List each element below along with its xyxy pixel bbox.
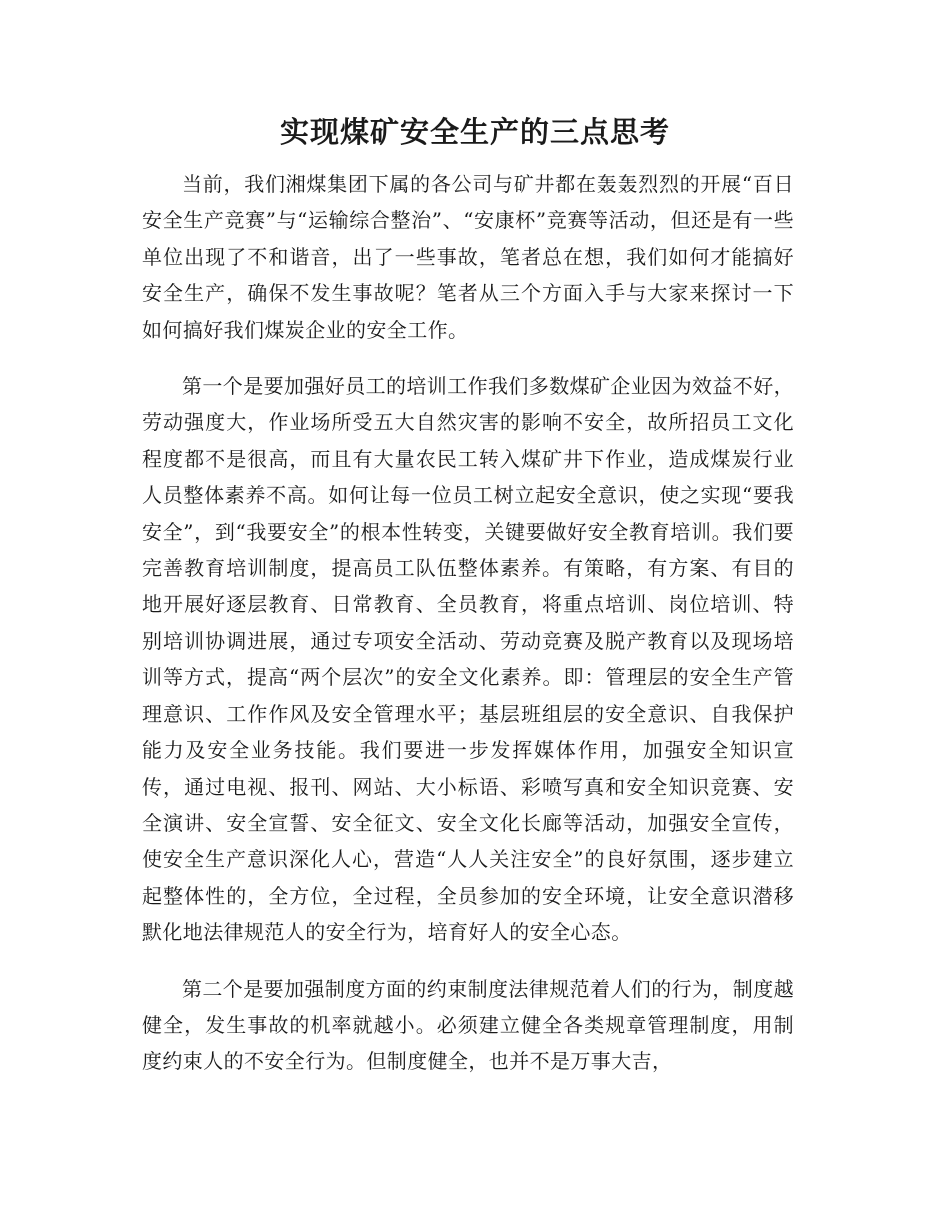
paragraph-intro: 当前，我们湘煤集团下属的各公司与矿井都在轰轰烈烈的开展“百日安全生产竞赛”与“运输综合整治”、“安康杯”竞赛等活动，但还是有一些单位出现了不和谐音，出了一些事故，笔者总在想，我们如何才能搞好安全生产，确保不发生事故呢？笔者从三个方面入手与大家来探讨一下如何搞好我们煤炭企业的安全工作。 [142,172,794,342]
document-body [142,166,794,1100]
paragraph-training: 第一个是要加强好员工的培训工作我们多数煤矿企业因为效益不好，劳动强度大，作业场所受五大自然灾害的影响不安全，故所招员工文化程度都不是很高，而且有大量农民工转入煤矿井下作业，造成煤炭行业人员整体素养不高。如何让每一位员工树立起安全意识，使之实现“要我安全”，到“我要安全”的根本性转变，关键要做好安全教育培训。我们要完善教育培训制度，提高员工队伍整体素养。有策略，有方案、有目的地开展好逐层教育、日常教育、全员教育，将重点培训、岗位培训、特别培训协调进展，通过专项安全活动、劳动竞赛及脱产教育以及现场培训等方式，提高“两个层次”的安全文化素养。即：管理层的安全生产管理意识、工作作风及安全管理水平；基层班组层的安全意识、自我保护能力及安全业务技能。我们要进一步发挥媒体作用，加强安全知识宣传，通过电视、报刊、网站、大小标语、彩喷写真和安全知识竞赛、安全演讲、安全宣誓、安全征文、安全文化长廊等活动，加强安全宣传，使安全生产意识深化人心，营造“人人关注安全”的良好氛围，逐步建立起整体性的，全方位，全过程，全员参加的安全环境，让安全意识潜移默化地法律规范人的安全行为，培育好人的安全心态。 [142,374,794,945]
paragraph-regulations: 第二个是要加强制度方面的约束制度法律规范着人们的行为，制度越健全，发生事故的机率就越小。必须建立健全各类规章管理制度，用制度约束人的不安全行为。但制度健全，也并不是万事大吉， [142,976,794,1074]
document-title: 实现煤矿安全生产的三点思考 [279,115,670,149]
